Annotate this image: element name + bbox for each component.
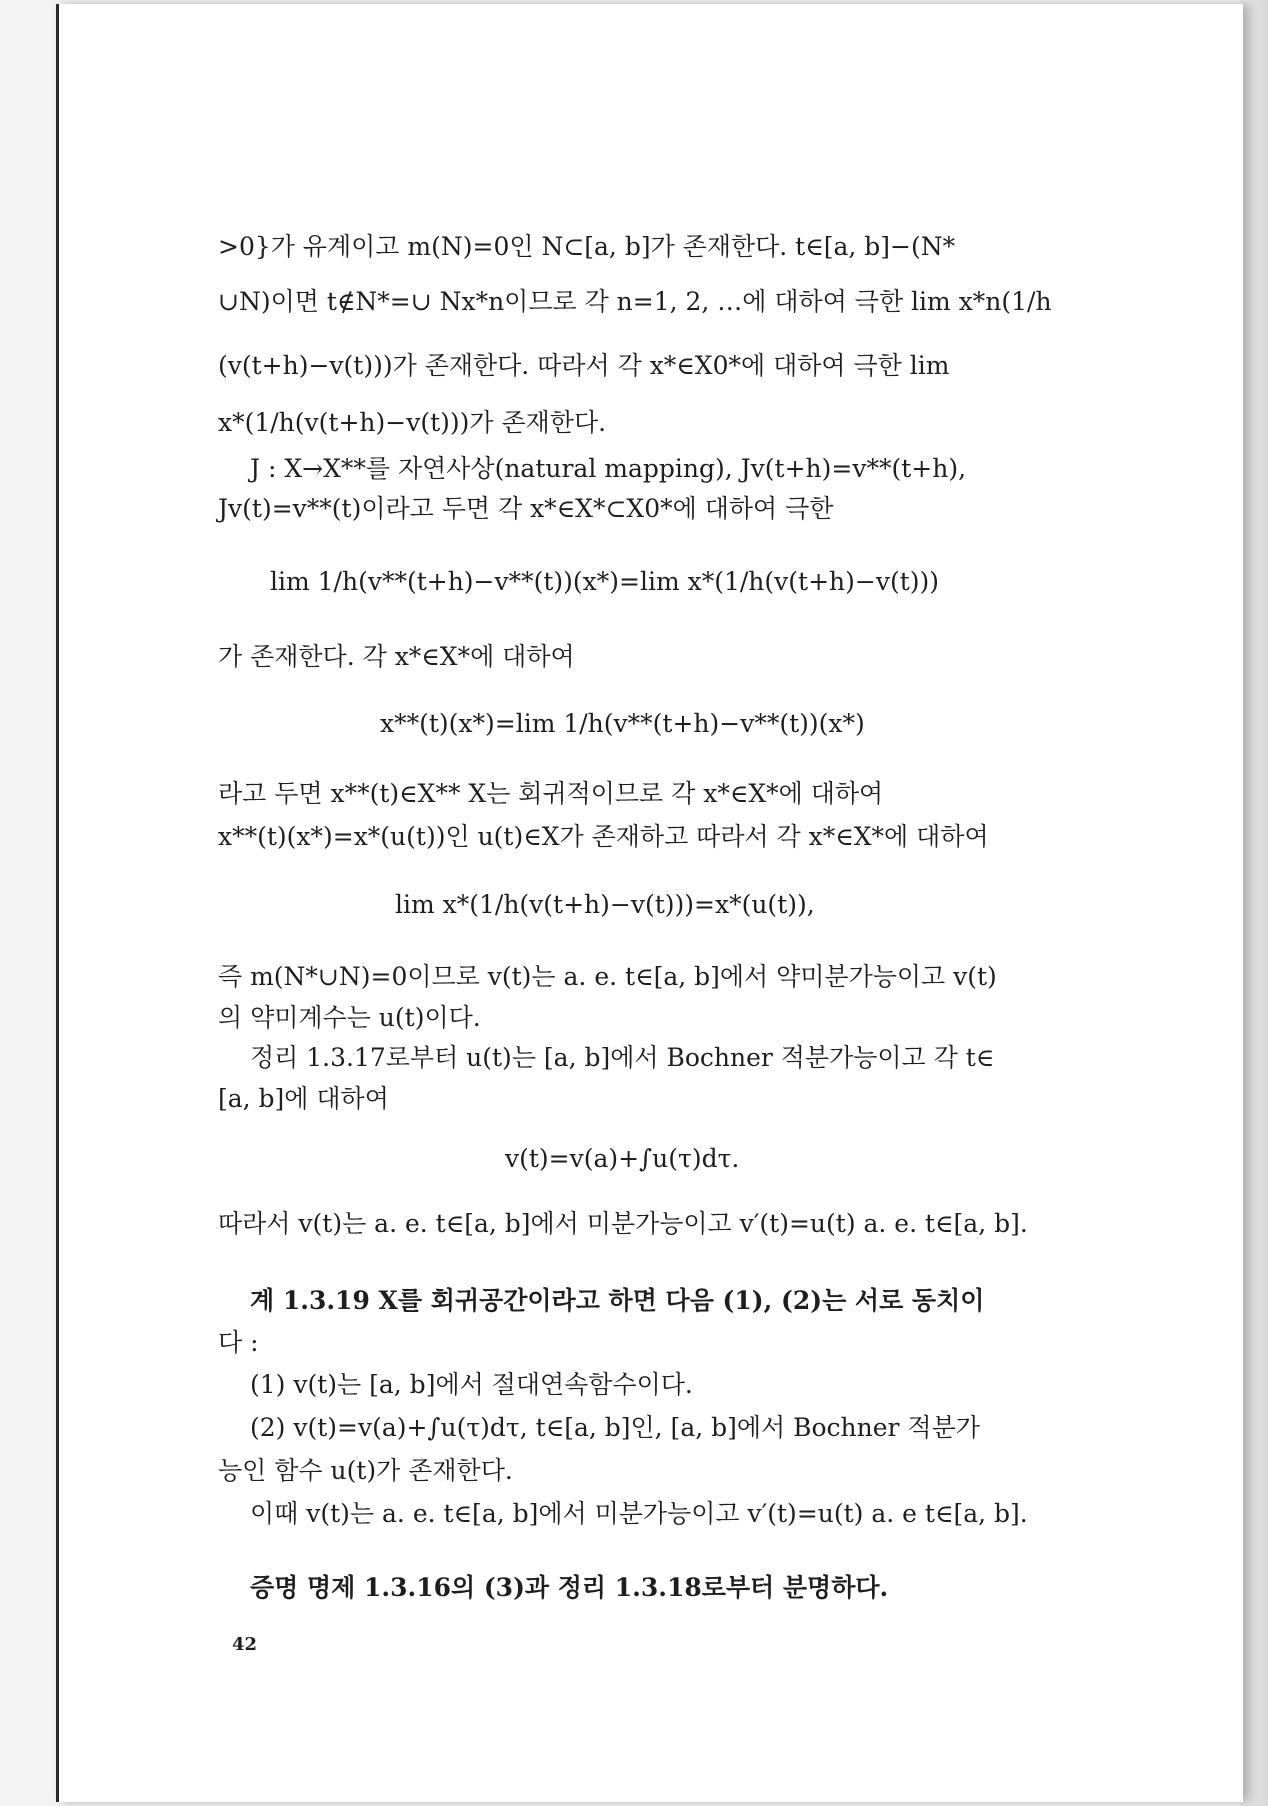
equation: lim x*(1/h(v(t+h)−v(t)))=x*(u(t)), xyxy=(395,890,815,919)
text-line: 즉 m(N*∪N)=0이므로 v(t)는 a. e. t∈[a, b]에서 약미분가능이고 v(t) xyxy=(218,962,997,991)
text-line: [a, b]에 대하여 xyxy=(218,1084,389,1113)
text-line: 능인 함수 u(t)가 존재한다. xyxy=(218,1456,513,1485)
page-number: 42 xyxy=(232,1634,258,1655)
list-item: (2) v(t)=v(a)+∫u(τ)dτ, t∈[a, b]인, [a, b]에서 Bochner 적분가 xyxy=(250,1413,980,1442)
equation: x**(t)(x*)=lim 1/h(v**(t+h)−v**(t))(x*) xyxy=(380,709,865,738)
equation: lim 1/h(v**(t+h)−v**(t))(x*)=lim x*(1/h(v(t+h)−v(t))) xyxy=(270,567,940,596)
text-line: 따라서 v(t)는 a. e. t∈[a, b]에서 미분가능이고 v′(t)=u(t) a. e. t∈[a, b]. xyxy=(218,1209,1028,1238)
text-line: 다 : xyxy=(218,1328,259,1357)
text-line: 의 약미계수는 u(t)이다. xyxy=(218,1003,481,1032)
text-line: 가 존재한다. 각 x*∈X*에 대하여 xyxy=(218,642,575,671)
text-line: >0}가 유계이고 m(N)=0인 N⊂[a, b]가 존재한다. t∈[a, b]−(N* xyxy=(218,232,956,261)
proof-line: 증명 명제 1.3.16의 (3)과 정리 1.3.18로부터 분명하다. xyxy=(250,1573,889,1602)
text-line: ∪N)이면 t∉N*=∪ Nx*n이므로 각 n=1, 2, …에 대하여 극한 lim x*n(1/h xyxy=(218,287,1052,316)
list-item: (1) v(t)는 [a, b]에서 절대연속함수이다. xyxy=(250,1370,693,1399)
equation: v(t)=v(a)+∫u(τ)dτ. xyxy=(505,1144,740,1173)
text-line: 정리 1.3.17로부터 u(t)는 [a, b]에서 Bochner 적분가능이고 각 t∈ xyxy=(250,1043,995,1072)
text-line: Jv(t)=v**(t)이라고 두면 각 x*∈X*⊂X0*에 대하여 극한 xyxy=(218,494,834,523)
text-line: J : X→X**를 자연사상(natural mapping), Jv(t+h)=v**(t+h), xyxy=(250,454,967,483)
text-line: 라고 두면 x**(t)∈X** X는 회귀적이므로 각 x*∈X*에 대하여 xyxy=(218,779,884,808)
corollary-heading: 계 1.3.19 X를 회귀공간이라고 하면 다음 (1), (2)는 서로 동치이 xyxy=(250,1286,985,1315)
text-line: x*(1/h(v(t+h)−v(t)))가 존재한다. xyxy=(218,408,607,437)
text-line: x**(t)(x*)=x*(u(t))인 u(t)∈X가 존재하고 따라서 각 x*∈X*에 대하여 xyxy=(218,822,989,851)
text-line: 이때 v(t)는 a. e. t∈[a, b]에서 미분가능이고 v′(t)=u(t) a. e t∈[a, b]. xyxy=(250,1499,1028,1528)
text-line: (v(t+h)−v(t)))가 존재한다. 따라서 각 x*∈X0*에 대하여 극한 lim xyxy=(218,351,950,380)
